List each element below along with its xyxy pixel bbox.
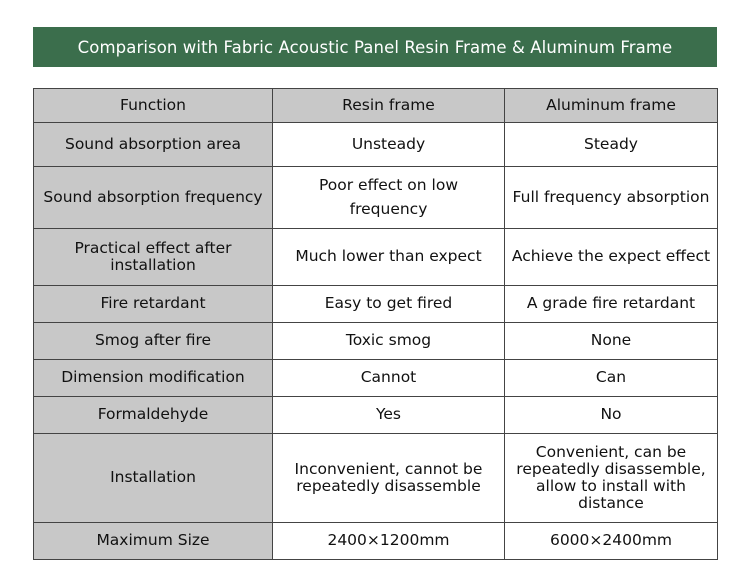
table-row xyxy=(34,523,718,560)
row-aluminum-value: No xyxy=(505,397,718,434)
row-resin-value: Inconvenient, cannot be repeatedly disassemble xyxy=(273,434,505,523)
row-aluminum-value: Steady xyxy=(505,123,718,167)
table-row xyxy=(34,434,718,523)
table-row xyxy=(34,286,718,323)
row-aluminum-value: 6000×2400mm xyxy=(505,523,718,560)
header-function: Function xyxy=(34,89,273,123)
comparison-table xyxy=(33,88,718,560)
table-header-row xyxy=(34,89,718,123)
row-function: Maximum Size xyxy=(34,523,273,560)
row-function: Installation xyxy=(34,434,273,523)
table-row xyxy=(34,229,718,286)
page-title: Comparison with Fabric Acoustic Panel Resin Frame & Aluminum Frame xyxy=(33,27,717,67)
row-function: Formaldehyde xyxy=(34,397,273,434)
row-function: Dimension modification xyxy=(34,360,273,397)
row-resin-value: Unsteady xyxy=(273,123,505,167)
row-resin-value: Easy to get fired xyxy=(273,286,505,323)
row-aluminum-value: Full frequency absorption xyxy=(505,167,718,229)
row-function: Sound absorption frequency xyxy=(34,167,273,229)
row-function: Smog after fire xyxy=(34,323,273,360)
table-row xyxy=(34,360,718,397)
row-resin-value: Yes xyxy=(273,397,505,434)
row-aluminum-value: Convenient, can be repeatedly disassemble, allow to install with distance xyxy=(505,434,718,523)
row-resin-value: Much lower than expect xyxy=(273,229,505,286)
row-aluminum-value: A grade fire retardant xyxy=(505,286,718,323)
row-aluminum-value: Can xyxy=(505,360,718,397)
table-row xyxy=(34,123,718,167)
table-row xyxy=(34,323,718,360)
header-aluminum-frame: Aluminum frame xyxy=(505,89,718,123)
row-function: Practical effect after installation xyxy=(34,229,273,286)
row-resin-value: Poor effect on low frequency xyxy=(273,167,505,229)
row-resin-value: Toxic smog xyxy=(273,323,505,360)
row-resin-value: 2400×1200mm xyxy=(273,523,505,560)
row-resin-value: Cannot xyxy=(273,360,505,397)
row-function: Sound absorption area xyxy=(34,123,273,167)
row-aluminum-value: Achieve the expect effect xyxy=(505,229,718,286)
header-resin-frame: Resin frame xyxy=(273,89,505,123)
table-row xyxy=(34,167,718,229)
table-row xyxy=(34,397,718,434)
row-aluminum-value: None xyxy=(505,323,718,360)
row-function: Fire retardant xyxy=(34,286,273,323)
